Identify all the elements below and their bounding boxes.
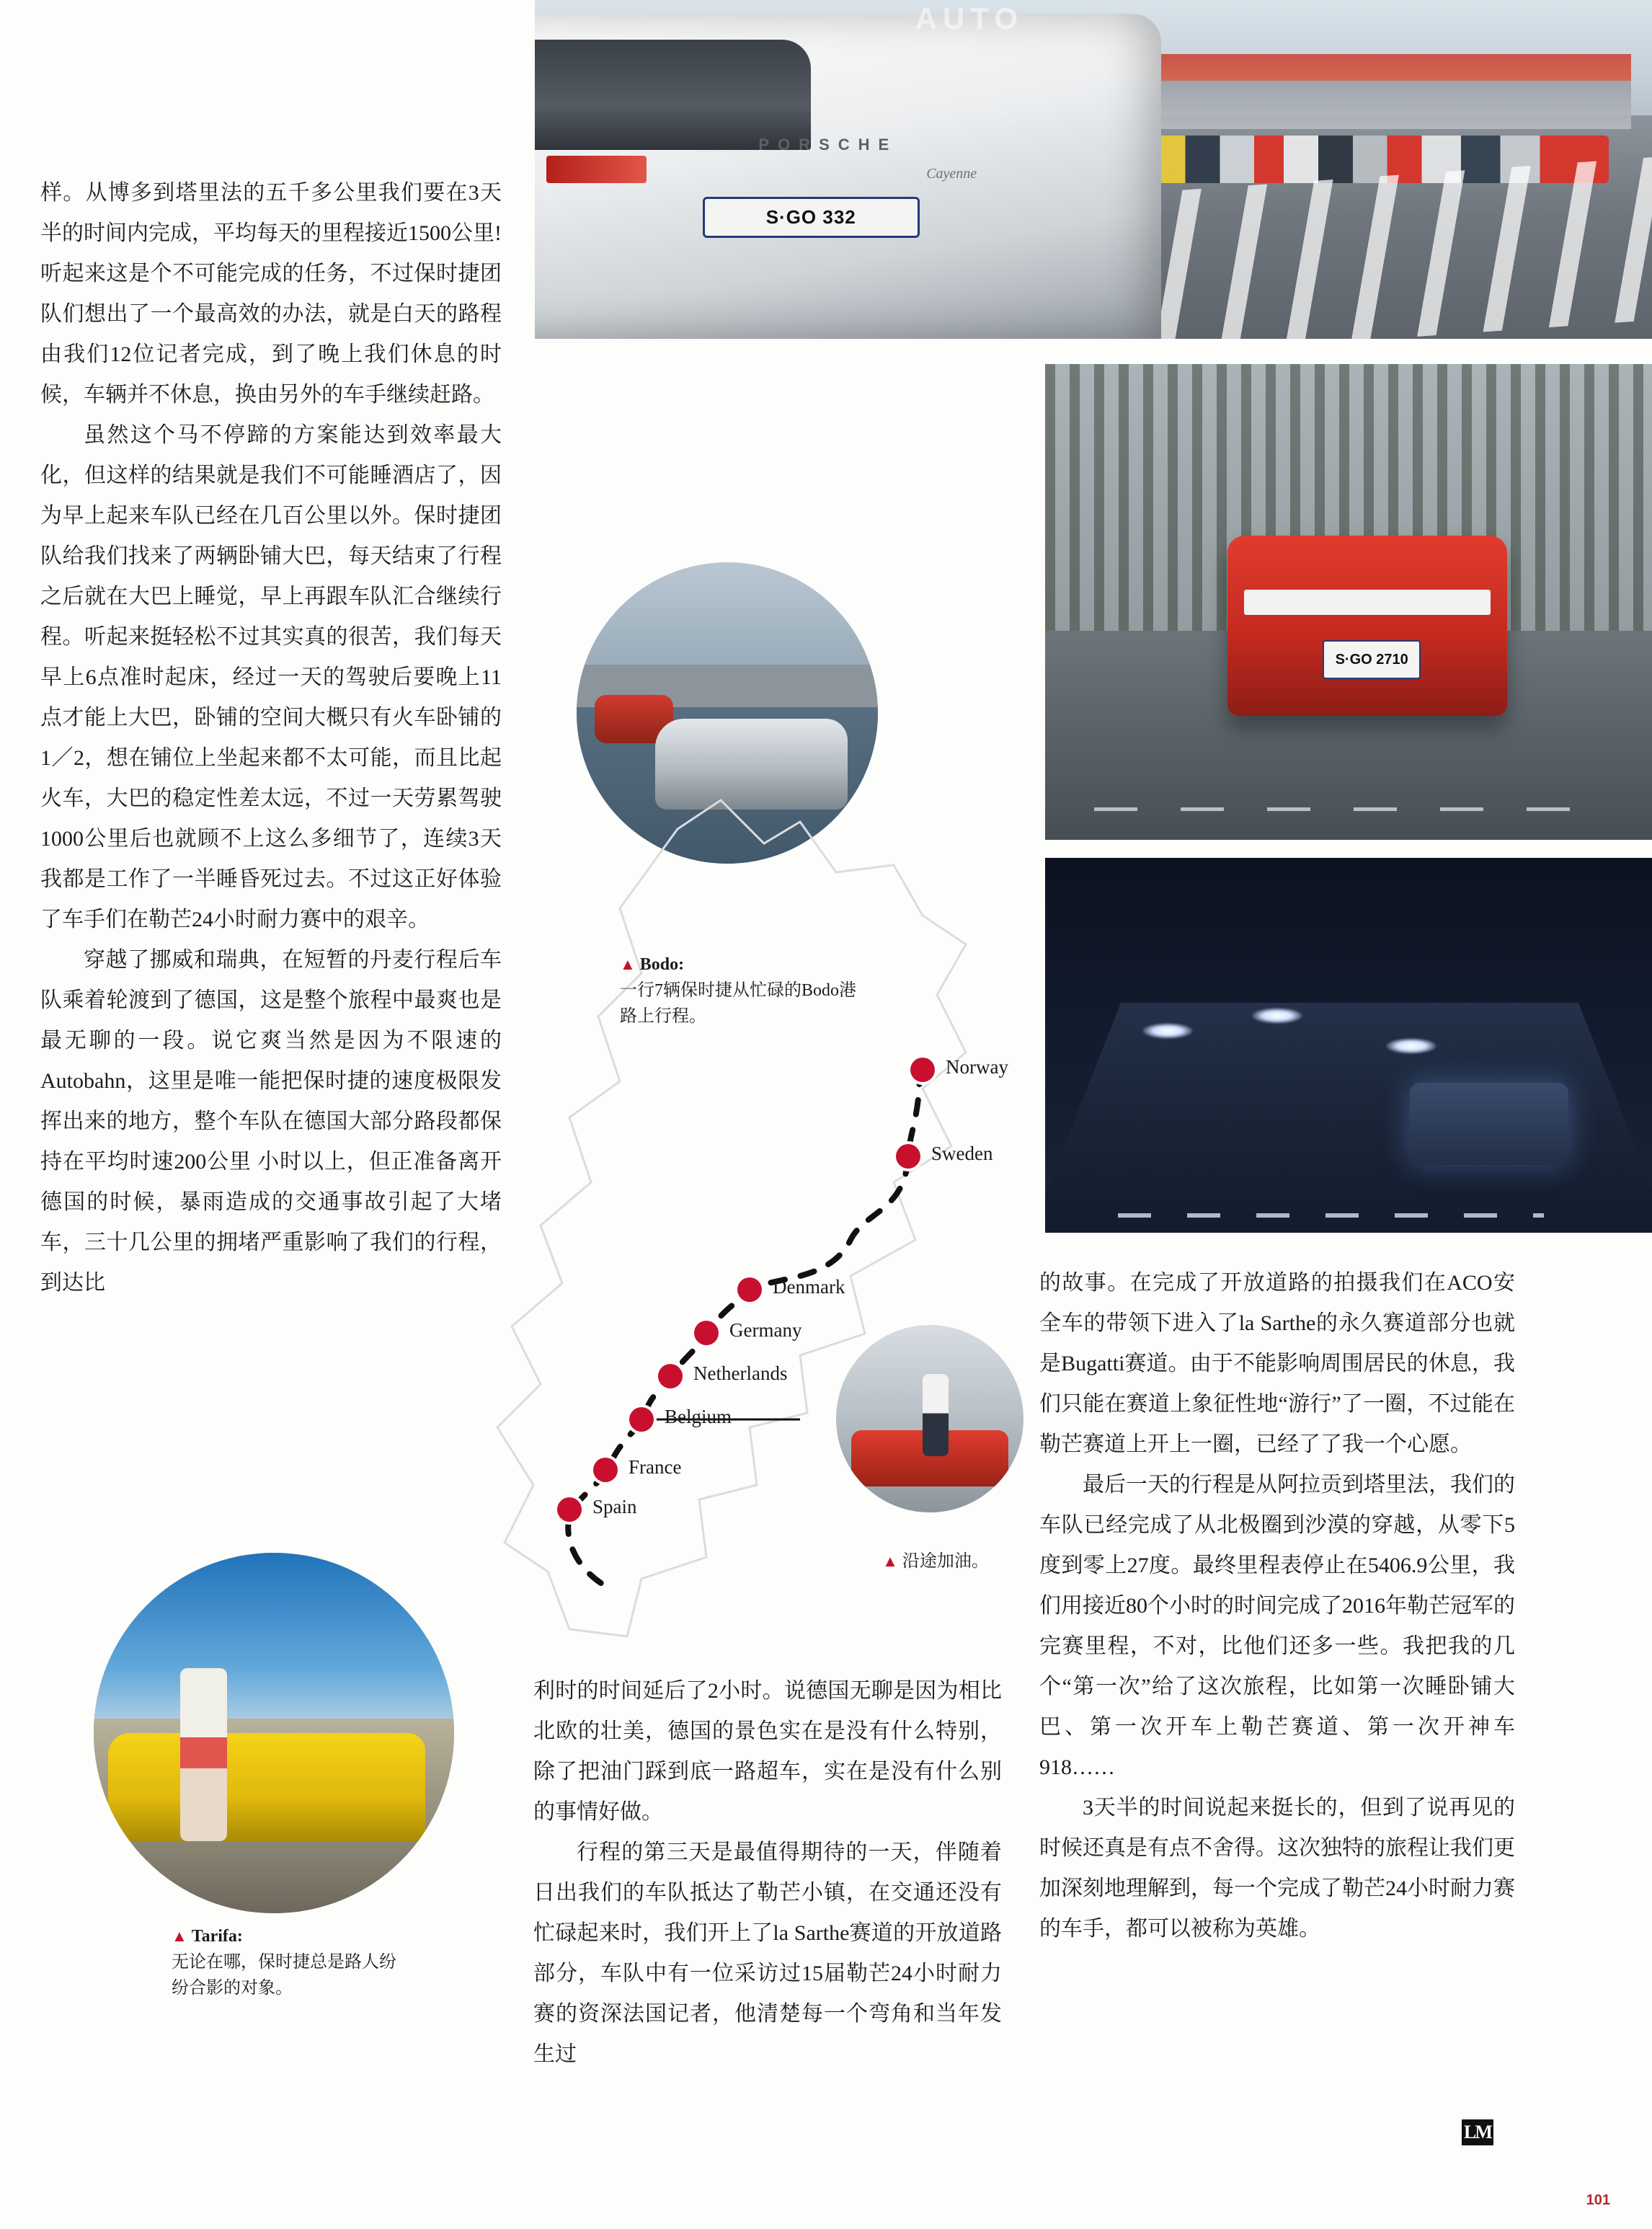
girl-posing xyxy=(180,1668,227,1841)
triangle-bullet-icon: ▲ xyxy=(620,955,636,973)
caption-title: Tarifa: xyxy=(191,1927,243,1946)
triangle-bullet-icon: ▲ xyxy=(172,1927,187,1945)
triangle-bullet-icon: ▲ xyxy=(882,1552,898,1570)
caption-bodo xyxy=(620,952,858,1029)
paragraph: 行程的第三天是最值得期待的一天，伴随着日出我们的车队抵达了勒芒小镇，在交通还没有忙碌起来时，我们开上了la Sarthe赛道的开放道路部分，车队中有一位采访过15届勒芒24小时耐力赛的资深法国记者，他清楚每一个弯角和当年发生过 xyxy=(533,1840,1002,2066)
route-map xyxy=(461,779,1023,1730)
map-node-dot-germany[interactable] xyxy=(694,1321,719,1345)
end-of-article-mark: LM xyxy=(1462,2119,1493,2145)
map-node-dot-spain[interactable] xyxy=(557,1497,582,1522)
taillight xyxy=(546,156,647,183)
map-outline-svg xyxy=(461,779,1023,1730)
masthead-text: AUTO xyxy=(915,1,1023,35)
paragraph: 的故事。在完成了开放道路的拍摄我们在ACO安全车的带领下进入了la Sarthe的永久赛道部分也就是Bugatti赛道。由于不能影响周围居民的休息，我们只能在赛道上象征性地“游行”了一圈，不过能在勒芒赛道上开上一圈，已经了了我一个心愿。 xyxy=(1039,1271,1515,1456)
caption-refuel xyxy=(827,1548,1044,1574)
grandstand xyxy=(1161,54,1631,128)
cayenne-rear-window xyxy=(535,40,811,150)
license-plate: S·GO 332 xyxy=(703,197,920,239)
paragraph: 样。从博多到塔里法的五千多公里我们要在3天半的时间内完成，平均每天的里程接近1500公里! 听起来这是个不可能完成的任务，不过保时捷团队们想出了一个最高效的办法，就是白天的路程由我们12位记者完成，到了晚上我们休息的时候，车辆并不休息，换由另外的车手继续赶路。 xyxy=(40,181,502,407)
map-node-label-germany: Germany xyxy=(729,1319,802,1341)
map-node-label-netherlands: Netherlands xyxy=(693,1362,788,1384)
map-node-dot-sweden[interactable] xyxy=(896,1144,920,1169)
paragraph: 虽然这个马不停蹄的方案能达到效率最大化，但这样的结果就是我们不可能睡酒店了，因为早上起来车队已经在几百公里以外。保时捷团队给我们找来了两辆卧铺大巴，每天结束了行程之后就在大巴上睡觉，早上再跟车队汇合继续行程。听起来挺轻松不过其实真的很苦，我们每天早上6点准时起床，经过一天的驾驶后要晚上11点才能上大巴，卧铺的空间大概只有火车卧铺的1／2，想在铺位上坐起来都不太可能，而且比起火车，大巴的稳定性差太远，不过一天劳累驾驶1000公里后也就顾不上这么多细节了，连续3天我都是工作了一半睡昏死过去。不过这正好体验了车手们在勒芒24小时耐力赛中的艰辛。 xyxy=(40,423,502,931)
map-node-dot-netherlands[interactable] xyxy=(658,1364,683,1388)
body-column-left xyxy=(40,173,502,1303)
porsche-badge-text: PORSCHE xyxy=(758,136,898,154)
map-node-dot-belgium[interactable] xyxy=(629,1407,654,1432)
caption-text: 一行7辆保时捷从忙碌的Bodo港路上行程。 xyxy=(620,981,857,1026)
headlight-beam xyxy=(1252,1008,1302,1024)
body-column-right xyxy=(1039,1263,1515,1949)
caption-title: Bodo: xyxy=(639,955,685,974)
map-node-dot-france[interactable] xyxy=(593,1458,618,1482)
headlight-beam xyxy=(1386,1038,1436,1054)
map-node-dot-norway[interactable] xyxy=(910,1058,935,1082)
caption-text: 沿途加油。 xyxy=(902,1552,989,1571)
map-node-label-sweden: Sweden xyxy=(931,1143,993,1164)
map-node-label-denmark: Denmark xyxy=(773,1276,845,1298)
yellow-cayman xyxy=(108,1733,425,1841)
license-plate: S·GO 2710 xyxy=(1323,640,1421,679)
headlight-beam xyxy=(1142,1023,1193,1039)
map-node-label-france: France xyxy=(629,1456,682,1478)
body-column-middle-lower xyxy=(533,1671,1002,2075)
page-number: 101 xyxy=(1586,2192,1610,2208)
porsche-at-night xyxy=(1410,1083,1568,1165)
photo-yellow-cayman-tarifa xyxy=(94,1553,454,1913)
photo-red-boxster-snowy-road xyxy=(1045,364,1652,840)
lane-marking xyxy=(1118,1213,1544,1218)
caption-tarifa xyxy=(172,1923,402,2001)
paragraph: 利时的时间延后了2小时。说德国无聊是因为相比北欧的壮美，德国的景色实在是没有什么特别，除了把油门踩到底一路超车，实在是没有什么别的事情好做。 xyxy=(533,1679,1002,1824)
paragraph: 穿越了挪威和瑞典，在短暂的丹麦行程后车队乘着轮渡到了德国，这是整个旅程中最爽也是最无聊的一段。说它爽当然是因为不限速的Autobahn，这里是唯一能把保时捷的速度极限发挥出来的地方，整个车队在德国大部分路段都保持在平均时速200公里 小时以上，但正准备离开德国的时候，暴雨造成的交通事故引起了大堵车，三十几公里的拥堵严重影响了我们的行程，到达比 xyxy=(40,948,502,1295)
map-node-dot-denmark[interactable] xyxy=(737,1277,762,1302)
caption-text: 无论在哪，保时捷总是路人纷纷合影的对象。 xyxy=(172,1953,396,1998)
sky-region xyxy=(94,1553,454,1719)
photo-porsche-cayenne-on-track xyxy=(535,0,1652,339)
cayenne-model-text: Cayenne xyxy=(926,166,977,182)
map-node-label-spain: Spain xyxy=(592,1496,637,1517)
red-boxster xyxy=(1227,536,1507,717)
photo-night-highway-convoy xyxy=(1045,858,1652,1233)
paragraph: 最后一天的行程是从阿拉贡到塔里法，我们的车队已经完成了从北极圈到沙漠的穿越，从零下5度到零上27度。最终里程表停止在5406.9公里，我们用接近80个小时的时间完成了2016年勒芒冠军的完赛里程，不对，比他们还多一些。我把我的几个“第一次”给了这次旅程，比如第一次睡卧铺大巴、第一次开车上勒芒赛道、第一次开神车918…… xyxy=(1039,1473,1515,1779)
map-node-label-belgium: Belgium xyxy=(665,1406,732,1427)
map-node-label-norway: Norway xyxy=(946,1056,1008,1078)
rear-light-band xyxy=(1244,590,1491,615)
road-marking xyxy=(1094,807,1605,811)
paragraph: 3天半的时间说起来挺长的，但到了说再见的时候还真是有点不舍得。这次独特的旅程让我们更加深刻地理解到，每一个完成了勒芒24小时耐力赛的车手，都可以被称为英雄。 xyxy=(1039,1796,1515,1941)
